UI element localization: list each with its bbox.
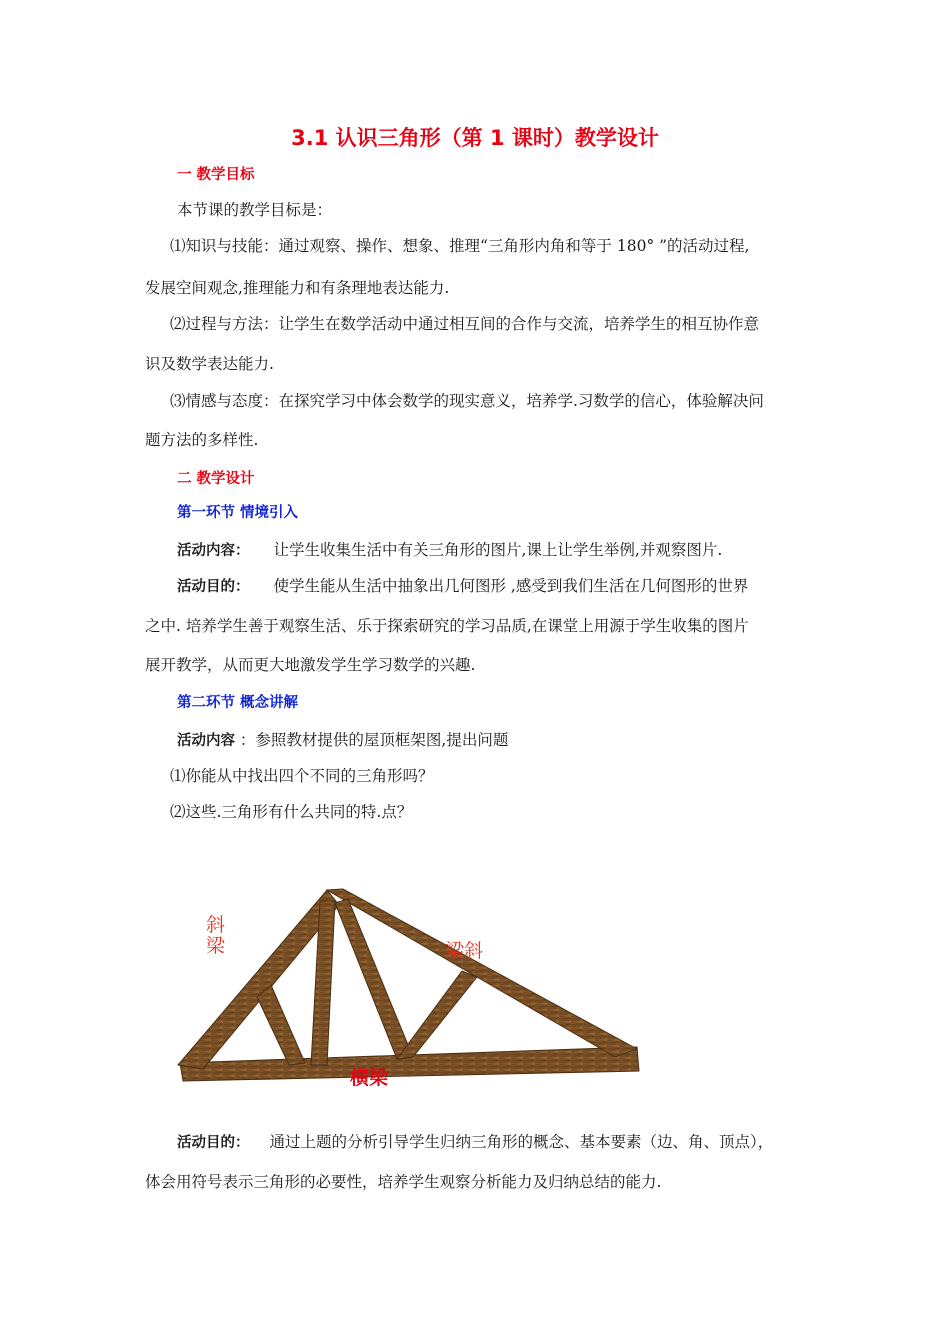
roof-truss-figure <box>175 885 645 1089</box>
stage-2-purpose-line-b: 体会用符号表示三角形的必要性，培养学生观察分析能力及归纳总结的能力. <box>145 1173 662 1191</box>
stage-2-content-text: ：参照教材提供的屋顶框架图,提出问题 <box>235 731 509 749</box>
goal-3-line-b: 题方法的多样性. <box>145 431 259 449</box>
stage-2-question-1: ⑴你能从中找出四个不同的三角形吗？ <box>170 767 434 785</box>
strut-4 <box>397 971 477 1059</box>
page-title: 3.1 认识三角形（第 1 课时）教学设计 <box>291 126 659 150</box>
stage-2-purpose-line-a <box>177 1132 773 1153</box>
stage-2-content-label: 活动内容 <box>177 733 235 749</box>
goal-1-line-a: ⑴知识与技能：通过观察、操作、想象、推理“三角形内角和等于 180° ”的活动过程, <box>170 237 750 255</box>
stage-2-question-2: ⑵这些.三角形有什么共同的特.点？ <box>170 803 413 821</box>
roof-truss-drawing <box>175 885 645 1085</box>
stage-1-content-text: 让学生收集生活中有关三角形的图片,课上让学生举例,并观察图片. <box>273 541 723 559</box>
goal-1-line-b: 发展空间观念,推理能力和有条理地表达能力. <box>145 279 450 297</box>
stage-1-heading: 第一环节 情境引入 <box>177 505 299 521</box>
stage-1-purpose-label: 活动目的： <box>177 579 250 595</box>
goals-intro: 本节课的教学目标是： <box>177 201 333 219</box>
stage-2-purpose-label: 活动目的： <box>177 1135 250 1151</box>
goal-3-line-a: ⑶情感与态度：在探究学习中体会数学的现实意义，培养学.习数学的信心，体验解决问 <box>170 392 764 410</box>
goal-2-line-a: ⑵过程与方法：让学生在数学活动中通过相互间的合作与交流，培养学生的相互协作意 <box>170 315 760 333</box>
stage-1-purpose-line-a <box>177 576 748 597</box>
goal-2-line-b: 识及数学表达能力. <box>145 355 274 373</box>
section-heading-goals: 一 教学目标 <box>177 167 255 183</box>
stage-2-purpose-a: 通过上题的分析引导学生归纳三角形的概念、基本要素（边、角、顶点）， <box>269 1133 774 1151</box>
stage-2-content <box>177 730 508 751</box>
stage-2-heading: 第二环节 概念讲解 <box>177 695 299 711</box>
label-bottom-beam: 横梁 <box>350 1067 389 1089</box>
stage-1-purpose-line-c: 展开教学，从而更大地激发学生学习数学的兴趣. <box>145 656 476 674</box>
stage-1-purpose-line-b: 之中. 培养学生善于观察生活、乐于探索研究的学习品质,在课堂上用源于学生收集的图片 <box>145 617 749 635</box>
stage-1-content <box>177 540 722 561</box>
stage-1-content-label: 活动内容： <box>177 543 250 559</box>
label-left-rafter: 斜梁 <box>206 914 226 957</box>
section-heading-design: 二 教学设计 <box>177 471 255 487</box>
stage-1-purpose-a: 使学生能从生活中抽象出几何图形 ,感受到我们生活在几何图形的世界 <box>273 577 749 595</box>
strut-1 <box>257 985 305 1065</box>
label-right-rafter: 梁斜 <box>445 940 484 962</box>
